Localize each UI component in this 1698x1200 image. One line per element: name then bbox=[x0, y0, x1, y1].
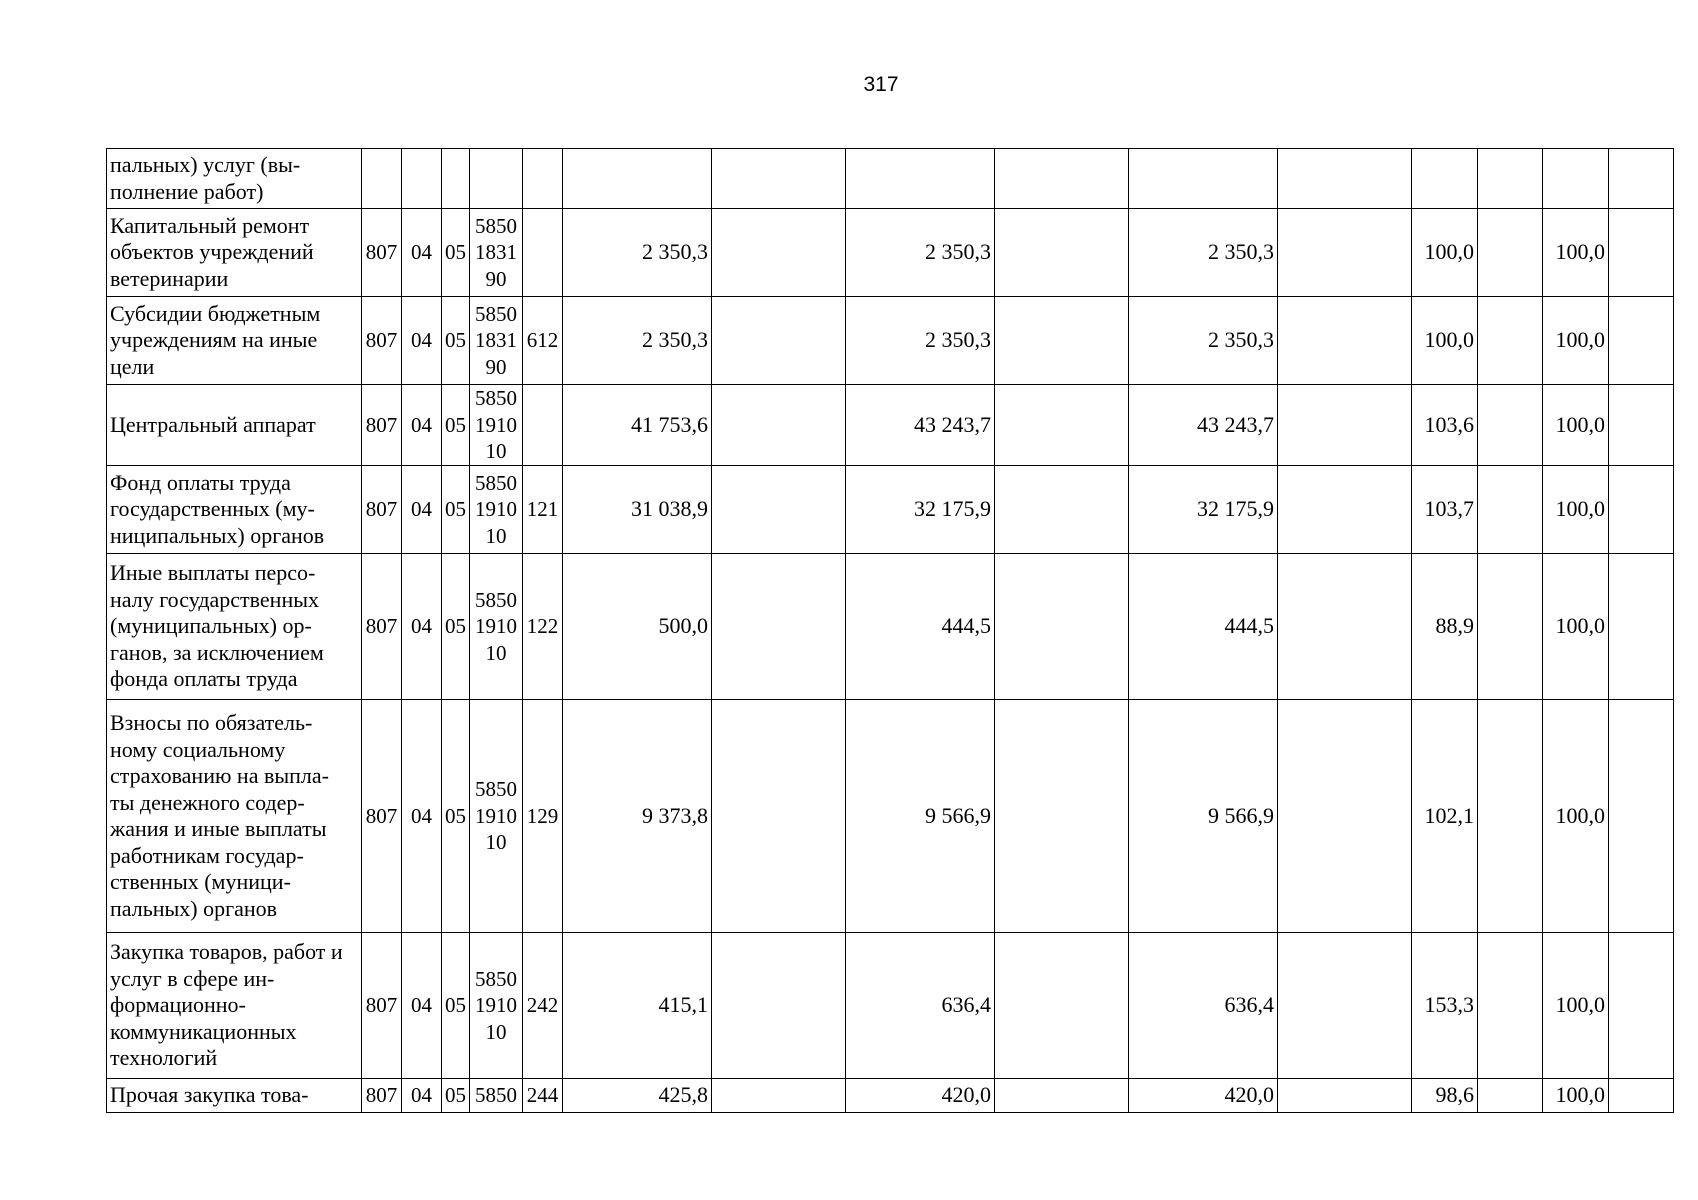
row-name: Капитальный ремонт объектов учреждений ветеринарии bbox=[107, 209, 362, 297]
section-code bbox=[402, 149, 442, 209]
target-article-code: 5850 1910 10 bbox=[470, 933, 523, 1079]
target-article-code: 5850 1910 10 bbox=[470, 385, 523, 466]
ved-code bbox=[362, 149, 402, 209]
amount-1: 41 753,6 bbox=[563, 385, 712, 466]
row-name: Закупка товаров, работ и услуг в сфере ин- формационно- коммуникационных технологий bbox=[107, 933, 362, 1079]
amount-2: 43 243,7 bbox=[846, 385, 995, 466]
empty-cell bbox=[712, 554, 846, 700]
amount-1: 31 038,9 bbox=[563, 466, 712, 554]
empty-cell bbox=[1278, 149, 1412, 209]
ved-code: 807 bbox=[362, 385, 402, 466]
section-code: 04 bbox=[402, 385, 442, 466]
amount-3: 444,5 bbox=[1129, 554, 1278, 700]
percent-2: 100,0 bbox=[1543, 1079, 1609, 1113]
amount-1: 500,0 bbox=[563, 554, 712, 700]
empty-cell bbox=[995, 1079, 1129, 1113]
empty-cell bbox=[1278, 700, 1412, 933]
empty-cell bbox=[1478, 933, 1543, 1079]
empty-cell bbox=[712, 209, 846, 297]
empty-cell bbox=[1609, 554, 1674, 700]
empty-cell bbox=[1478, 297, 1543, 385]
amount-2: 636,4 bbox=[846, 933, 995, 1079]
target-article-code bbox=[470, 149, 523, 209]
row-name: Взносы по обязатель- ному социальному страхованию на выпла- ты денежного содер- жания и иные выплаты работникам государ- ственных (муници- пальных) органов bbox=[107, 700, 362, 933]
percent-1: 153,3 bbox=[1412, 933, 1478, 1079]
row-name: Фонд оплаты труда государственных (му- ниципальных) органов bbox=[107, 466, 362, 554]
amount-1: 425,8 bbox=[563, 1079, 712, 1113]
ved-code: 807 bbox=[362, 466, 402, 554]
table-row bbox=[107, 933, 1674, 1079]
percent-2: 100,0 bbox=[1543, 700, 1609, 933]
target-article-code: 5850 1831 90 bbox=[470, 297, 523, 385]
expense-type-code: 122 bbox=[523, 554, 563, 700]
empty-cell bbox=[1609, 700, 1674, 933]
expense-type-code: 129 bbox=[523, 700, 563, 933]
amount-2: 9 566,9 bbox=[846, 700, 995, 933]
page-number: 317 bbox=[863, 73, 899, 96]
amount-2: 32 175,9 bbox=[846, 466, 995, 554]
percent-1: 100,0 bbox=[1412, 297, 1478, 385]
subsection-code bbox=[442, 149, 470, 209]
amount-3: 43 243,7 bbox=[1129, 385, 1278, 466]
amount-1: 9 373,8 bbox=[563, 700, 712, 933]
subsection-code: 05 bbox=[442, 297, 470, 385]
empty-cell bbox=[1478, 385, 1543, 466]
amount-1: 2 350,3 bbox=[563, 209, 712, 297]
section-code: 04 bbox=[402, 554, 442, 700]
section-code: 04 bbox=[402, 297, 442, 385]
amount-2 bbox=[846, 149, 995, 209]
percent-2: 100,0 bbox=[1543, 297, 1609, 385]
empty-cell bbox=[1609, 1079, 1674, 1113]
percent-1: 102,1 bbox=[1412, 700, 1478, 933]
amount-3: 420,0 bbox=[1129, 1079, 1278, 1113]
empty-cell bbox=[995, 933, 1129, 1079]
empty-cell bbox=[1278, 933, 1412, 1079]
ved-code: 807 bbox=[362, 700, 402, 933]
target-article-code: 5850 1910 10 bbox=[470, 700, 523, 933]
amount-3: 9 566,9 bbox=[1129, 700, 1278, 933]
amount-2: 420,0 bbox=[846, 1079, 995, 1113]
percent-1: 100,0 bbox=[1412, 209, 1478, 297]
empty-cell bbox=[1278, 209, 1412, 297]
section-code: 04 bbox=[402, 1079, 442, 1113]
empty-cell bbox=[995, 297, 1129, 385]
percent-2: 100,0 bbox=[1543, 209, 1609, 297]
ved-code: 807 bbox=[362, 933, 402, 1079]
empty-cell bbox=[1478, 149, 1543, 209]
ved-code: 807 bbox=[362, 297, 402, 385]
ved-code: 807 bbox=[362, 1079, 402, 1113]
empty-cell bbox=[1609, 209, 1674, 297]
subsection-code: 05 bbox=[442, 209, 470, 297]
empty-cell bbox=[1609, 149, 1674, 209]
subsection-code: 05 bbox=[442, 466, 470, 554]
expense-type-code bbox=[523, 209, 563, 297]
empty-cell bbox=[1609, 933, 1674, 1079]
percent-1: 98,6 bbox=[1412, 1079, 1478, 1113]
empty-cell bbox=[1478, 209, 1543, 297]
target-article-code: 5850 1910 10 bbox=[470, 554, 523, 700]
subsection-code: 05 bbox=[442, 1079, 470, 1113]
percent-2: 100,0 bbox=[1543, 466, 1609, 554]
subsection-code: 05 bbox=[442, 933, 470, 1079]
section-code: 04 bbox=[402, 209, 442, 297]
row-name: пальных) услуг (вы- полнение работ) bbox=[107, 149, 362, 209]
empty-cell bbox=[995, 554, 1129, 700]
target-article-code: 5850 bbox=[470, 1079, 523, 1113]
amount-1: 415,1 bbox=[563, 933, 712, 1079]
amount-2: 444,5 bbox=[846, 554, 995, 700]
empty-cell bbox=[995, 385, 1129, 466]
percent-1 bbox=[1412, 149, 1478, 209]
amount-1: 2 350,3 bbox=[563, 297, 712, 385]
percent-2: 100,0 bbox=[1543, 554, 1609, 700]
empty-cell bbox=[1278, 554, 1412, 700]
amount-3: 2 350,3 bbox=[1129, 209, 1278, 297]
section-code: 04 bbox=[402, 933, 442, 1079]
amount-1 bbox=[563, 149, 712, 209]
amount-3 bbox=[1129, 149, 1278, 209]
empty-cell bbox=[712, 700, 846, 933]
table-row bbox=[107, 554, 1674, 700]
empty-cell bbox=[1478, 554, 1543, 700]
percent-2: 100,0 bbox=[1543, 933, 1609, 1079]
table-row bbox=[107, 209, 1674, 297]
empty-cell bbox=[712, 466, 846, 554]
percent-1: 103,6 bbox=[1412, 385, 1478, 466]
expense-type-code bbox=[523, 149, 563, 209]
table-body bbox=[107, 149, 1674, 1113]
row-name: Субсидии бюджетным учреждениям на иные цели bbox=[107, 297, 362, 385]
subsection-code: 05 bbox=[442, 554, 470, 700]
empty-cell bbox=[1609, 297, 1674, 385]
table-row bbox=[107, 466, 1674, 554]
row-name: Центральный аппарат bbox=[107, 385, 362, 466]
empty-cell bbox=[1609, 466, 1674, 554]
empty-cell bbox=[712, 297, 846, 385]
table-row bbox=[107, 385, 1674, 466]
amount-3: 2 350,3 bbox=[1129, 297, 1278, 385]
section-code: 04 bbox=[402, 466, 442, 554]
table-row bbox=[107, 1079, 1674, 1113]
empty-cell bbox=[712, 933, 846, 1079]
empty-cell bbox=[1478, 466, 1543, 554]
table-row bbox=[107, 700, 1674, 933]
amount-2: 2 350,3 bbox=[846, 297, 995, 385]
section-code: 04 bbox=[402, 700, 442, 933]
empty-cell bbox=[1278, 466, 1412, 554]
amount-3: 636,4 bbox=[1129, 933, 1278, 1079]
empty-cell bbox=[712, 149, 846, 209]
empty-cell bbox=[1609, 385, 1674, 466]
empty-cell bbox=[1278, 297, 1412, 385]
percent-2 bbox=[1543, 149, 1609, 209]
empty-cell bbox=[995, 700, 1129, 933]
expense-type-code: 244 bbox=[523, 1079, 563, 1113]
empty-cell bbox=[1278, 385, 1412, 466]
empty-cell bbox=[1478, 1079, 1543, 1113]
table-row bbox=[107, 149, 1674, 209]
empty-cell bbox=[995, 149, 1129, 209]
ved-code: 807 bbox=[362, 554, 402, 700]
empty-cell bbox=[995, 209, 1129, 297]
expense-type-code: 612 bbox=[523, 297, 563, 385]
expense-type-code bbox=[523, 385, 563, 466]
empty-cell bbox=[995, 466, 1129, 554]
target-article-code: 5850 1910 10 bbox=[470, 466, 523, 554]
subsection-code: 05 bbox=[442, 700, 470, 933]
empty-cell bbox=[1278, 1079, 1412, 1113]
table-row bbox=[107, 297, 1674, 385]
empty-cell bbox=[712, 385, 846, 466]
budget-table bbox=[106, 148, 1674, 1113]
row-name: Прочая закупка това- bbox=[107, 1079, 362, 1113]
row-name: Иные выплаты персо- налу государственных (муниципальных) ор- ганов, за исключением фонда оплаты труда bbox=[107, 554, 362, 700]
amount-3: 32 175,9 bbox=[1129, 466, 1278, 554]
expense-type-code: 242 bbox=[523, 933, 563, 1079]
percent-1: 88,9 bbox=[1412, 554, 1478, 700]
empty-cell bbox=[712, 1079, 846, 1113]
target-article-code: 5850 1831 90 bbox=[470, 209, 523, 297]
percent-2: 100,0 bbox=[1543, 385, 1609, 466]
empty-cell bbox=[1478, 700, 1543, 933]
amount-2: 2 350,3 bbox=[846, 209, 995, 297]
expense-type-code: 121 bbox=[523, 466, 563, 554]
percent-1: 103,7 bbox=[1412, 466, 1478, 554]
subsection-code: 05 bbox=[442, 385, 470, 466]
ved-code: 807 bbox=[362, 209, 402, 297]
